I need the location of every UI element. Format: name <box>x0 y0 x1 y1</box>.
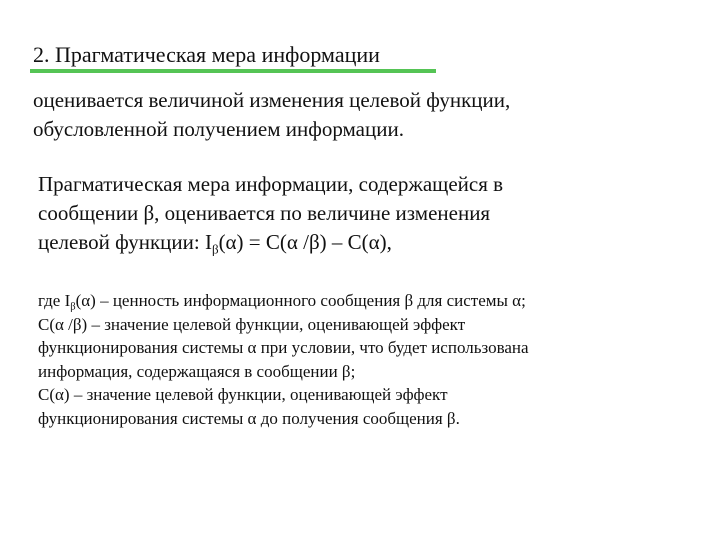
formula-suffix: (α) = C(α /β) – C(α), <box>218 230 392 254</box>
note-line-1-suffix: (α) – ценность информационного сообщения β для системы α; <box>75 291 526 310</box>
note-line-6: функционирования системы α до получения сообщения β. <box>38 408 460 428</box>
note-line-1 <box>38 289 698 313</box>
note-line-2: C(α /β) – значение целевой функции, оценивающей эффект <box>38 314 466 334</box>
slide-title: 2. Прагматическая мера информации <box>33 42 380 67</box>
notes-paragraph <box>38 289 698 431</box>
intro-line-2: обусловленной получением информации. <box>33 117 404 141</box>
note-line-4: информация, содержащаяся в сообщении β; <box>38 361 356 381</box>
note-line-3: функционирования системы α при условии, что будет использована <box>38 338 529 358</box>
note-line-1-subscript: β <box>70 301 76 313</box>
formula-subscript: β <box>211 241 219 257</box>
definition-line-1: Прагматическая мера информации, содержащейся в <box>38 172 504 196</box>
intro-line-1: оценивается величиной изменения целевой функции, <box>33 88 511 112</box>
title-underline <box>30 69 436 73</box>
note-line-5: C(α) – значение целевой функции, оценивающей эффект <box>38 385 448 405</box>
definition-paragraph <box>38 170 698 257</box>
formula-line <box>38 228 698 257</box>
note-line-1-prefix: где I <box>38 291 71 310</box>
formula-prefix: целевой функции: I <box>38 230 212 254</box>
definition-line-2: сообщении β, оценивается по величине изменения <box>38 201 491 225</box>
intro-paragraph <box>33 86 693 144</box>
